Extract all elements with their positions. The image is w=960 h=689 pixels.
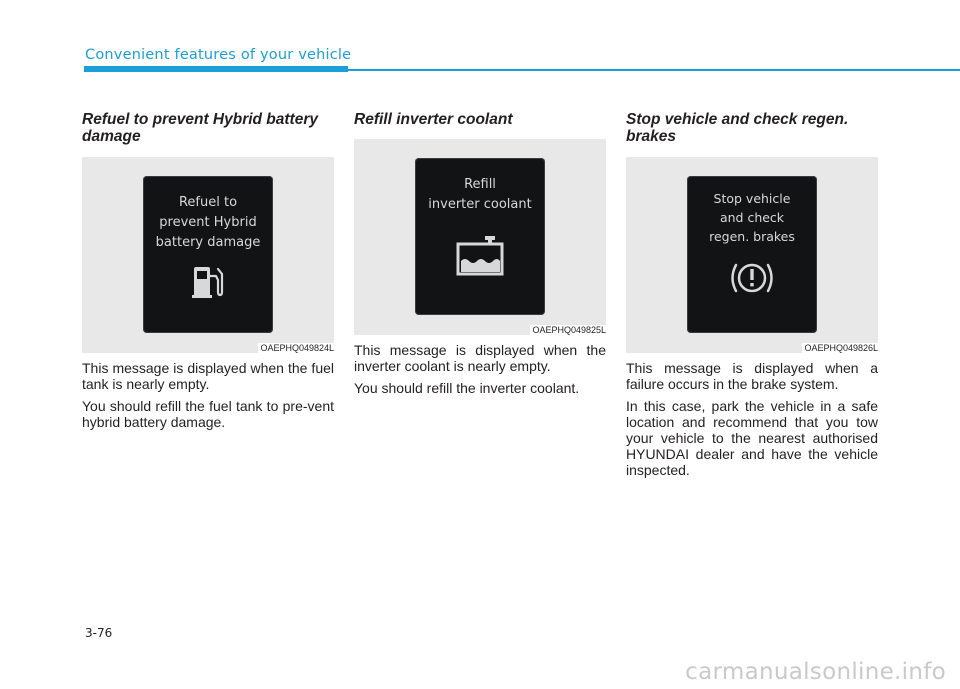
body-paragraph: This message is displayed when the fuel tank is nearly empty. [82, 360, 334, 392]
cluster-display-screen [687, 176, 817, 333]
brake-warning-icon [687, 256, 817, 305]
cluster-display-figure [354, 139, 606, 335]
body-paragraph: This message is displayed when a failure occurs in the brake system. [626, 360, 878, 392]
page-number: 3-76 [85, 626, 113, 640]
figure-code: OAEPHQ049825L [532, 325, 606, 335]
body-paragraph: In this case, park the vehicle in a safe location and recommend that you tow your vehicle to the nearest authorised HYUNDAI dealer and have the vehicle inspected. [626, 398, 878, 478]
section-inverter-coolant [354, 111, 606, 396]
section-title: Refuel to prevent Hybrid battery damage [82, 111, 318, 145]
header-accent-bar [84, 66, 348, 72]
cluster-display-screen [415, 158, 545, 315]
section-regen-brakes [626, 111, 878, 478]
section-refuel [82, 111, 334, 430]
cluster-display-figure [82, 157, 334, 353]
body-paragraph: This message is displayed when the inverter coolant is nearly empty. [354, 342, 606, 374]
header-divider [348, 69, 960, 71]
section-title: Refill inverter coolant [354, 111, 513, 128]
display-message: Refill inverter coolant [428, 177, 532, 212]
fuel-pump-icon [143, 262, 273, 307]
coolant-reservoir-icon [415, 234, 545, 283]
section-title: Stop vehicle and check regen. brakes [626, 111, 849, 145]
display-message: Stop vehicle and check regen. brakes [709, 191, 795, 244]
body-paragraph: You should refill the fuel tank to pre-vent hybrid battery damage. [82, 398, 334, 430]
body-paragraph: You should refill the inverter coolant. [354, 380, 580, 396]
figure-code: OAEPHQ049826L [804, 343, 878, 353]
figure-code: OAEPHQ049824L [260, 343, 334, 353]
section-header-title: Convenient features of your vehicle [85, 47, 352, 63]
cluster-display-screen [143, 176, 273, 333]
cluster-display-figure [626, 157, 878, 353]
watermark: carmanualsonline.info [685, 659, 946, 685]
display-message: Refuel to prevent Hybrid battery damage [155, 195, 261, 250]
